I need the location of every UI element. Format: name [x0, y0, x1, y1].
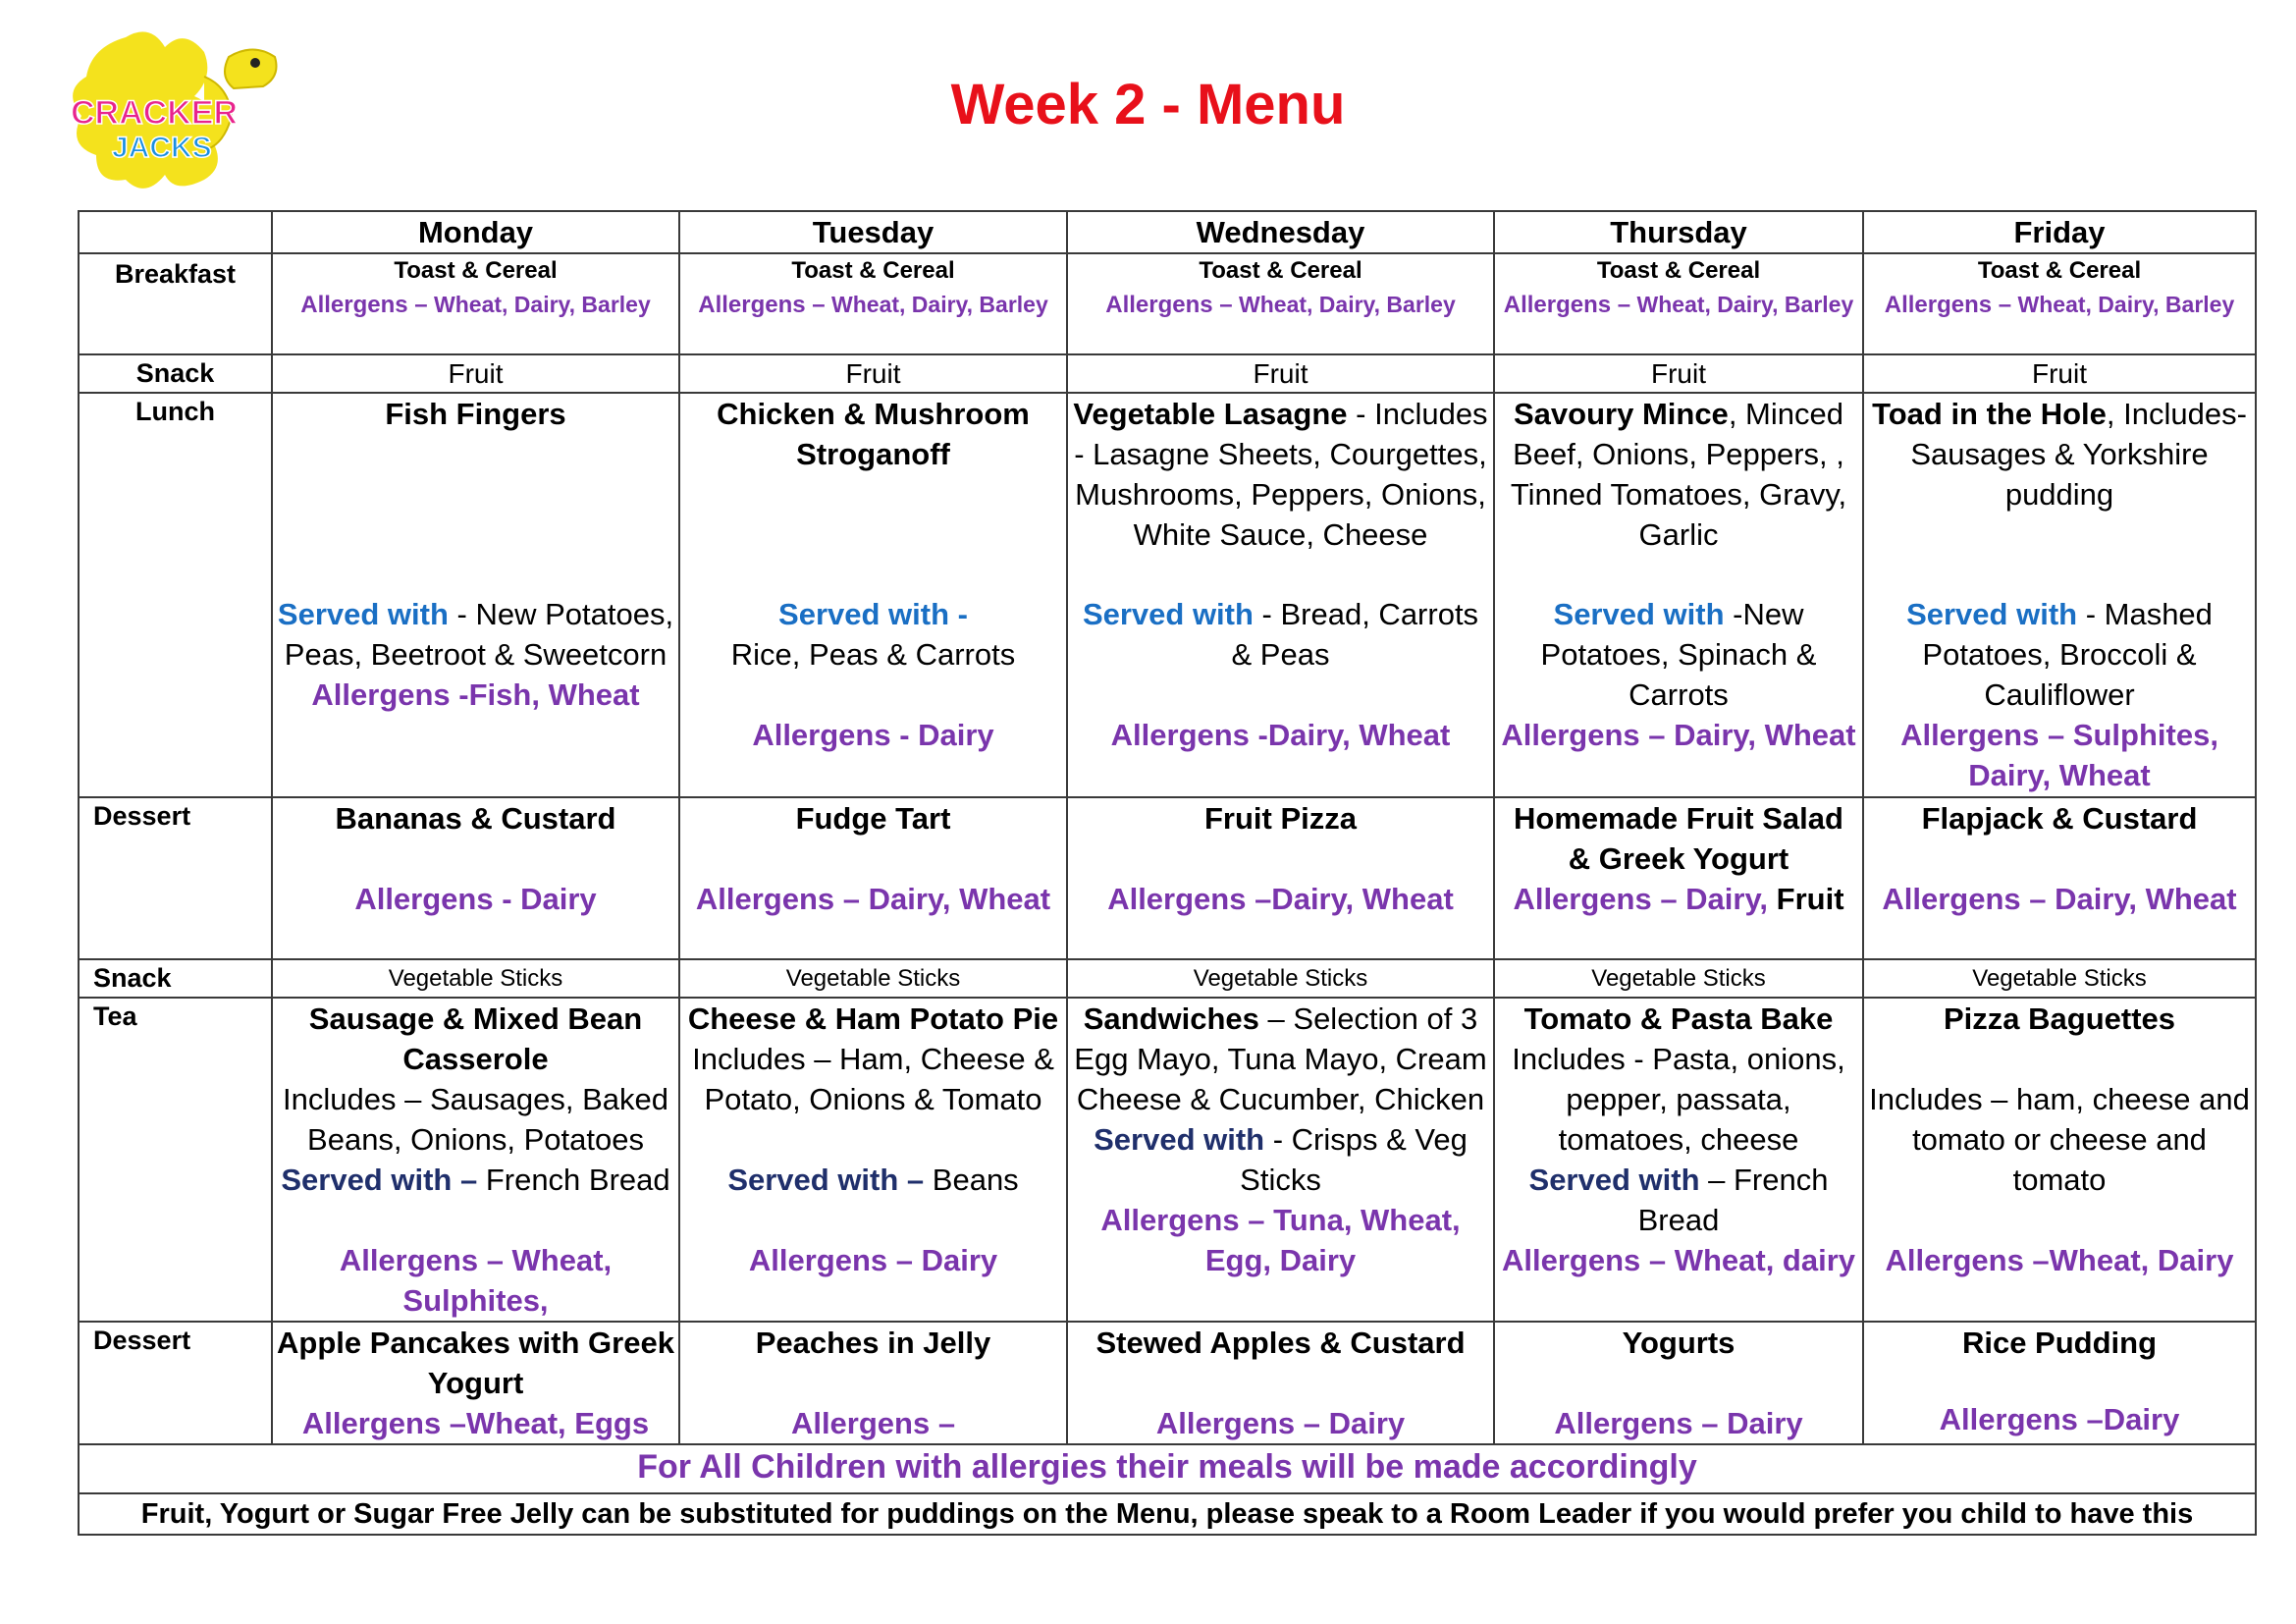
snack-row: [79, 354, 2256, 393]
allergen-list: Wheat, Dairy, Barley: [1232, 292, 1456, 317]
served-with-label: Served with: [1553, 597, 1725, 631]
allergen-list: Allergens – Dairy, Wheat: [695, 882, 1051, 916]
tea-cell: [1067, 998, 1494, 1322]
allergen-label: Allergens –: [1884, 292, 2012, 318]
substitute-note: Fruit, Yogurt or Sugar Free Jelly can be substituted for puddings on the Menu, please speak to a Room Leader if you would prefer you child to have this: [79, 1493, 2256, 1535]
snack-cell: Fruit: [1863, 354, 2256, 393]
allergen-list: Allergens -Dairy, Wheat: [1110, 718, 1451, 752]
tea-cell: [679, 998, 1067, 1322]
lunch-row: [79, 393, 2256, 797]
allergen-list: Allergens - Dairy: [752, 718, 994, 752]
served-with-text: -New Potatoes, Spinach & Carrots: [1540, 597, 1817, 712]
substitute-note-row: [79, 1493, 2256, 1535]
dish-description: Includes - Pasta, onions, pepper, passata, tomatoes, cheese: [1512, 1042, 1845, 1157]
dessert-row: [79, 1322, 2256, 1444]
served-with-label: Served with –: [727, 1163, 925, 1197]
allergen-list: Allergens – Wheat, Sulphites,: [339, 1243, 613, 1318]
dish-name: Savoury Mince: [1514, 397, 1729, 431]
snack-cell: Vegetable Sticks: [1494, 959, 1863, 998]
day-header-monday: Monday: [272, 211, 679, 253]
dessert-cell: [1863, 797, 2256, 959]
row-label-lunch: Lunch: [79, 393, 272, 797]
allergen-label: Allergens –: [300, 292, 428, 318]
allergen-list: Allergens –: [790, 1406, 956, 1440]
served-with-label: Served with: [277, 597, 449, 631]
allergen-list: Allergens –Dairy: [1939, 1402, 2180, 1436]
allergen-list: Allergens – Sulphites, Dairy, Wheat: [1900, 718, 2218, 792]
dessert-cell: [1863, 1322, 2256, 1444]
dish-name: Toast & Cereal: [1977, 257, 2142, 284]
dish-name: Pizza Baguettes: [1943, 1001, 2175, 1036]
dessert-cell: [272, 797, 679, 959]
allergen-list: Allergens –Dairy, Wheat: [1107, 882, 1454, 916]
served-with-label: Served with –: [281, 1163, 478, 1197]
dish-name: Fudge Tart: [795, 801, 951, 836]
allergen-list: Wheat, Dairy, Barley: [2011, 292, 2235, 317]
snack-cell: Vegetable Sticks: [1863, 959, 2256, 998]
svg-text:CRACKER: CRACKER: [71, 94, 238, 132]
menu-table: [78, 210, 2257, 1536]
allergen-list: Allergens – Dairy: [1554, 1406, 1803, 1440]
dish-name: Toast & Cereal: [791, 257, 955, 284]
dish-name: Sandwiches: [1083, 1001, 1259, 1036]
allergen-extra: Fruit: [1768, 882, 1844, 916]
dish-name: Homemade Fruit Salad & Greek Yogurt: [1514, 801, 1843, 876]
dish-description: - Includes - Lasagne Sheets, Courgettes, Mushrooms, Peppers, Onions, White Sauce, Cheese: [1074, 397, 1488, 552]
dessert-cell: [679, 797, 1067, 959]
allergy-note: For All Children with allergies their meals will be made accordingly: [79, 1444, 2256, 1493]
svg-text:JACKS: JACKS: [112, 132, 212, 164]
served-with-label: Served with -: [778, 597, 968, 631]
allergen-label: Allergens –: [1503, 292, 1631, 318]
dish-name: Yogurts: [1622, 1326, 1735, 1360]
dish-name: Apple Pancakes with Greek Yogurt: [277, 1326, 674, 1400]
tea-cell: [1494, 998, 1863, 1322]
row-label-tea: Tea: [79, 998, 272, 1322]
dish-name: Rice Pudding: [1961, 1326, 2158, 1360]
served-with-text: Beans: [924, 1163, 1019, 1197]
dessert-cell: [1494, 797, 1863, 959]
dessert-cell: [1067, 797, 1494, 959]
allergen-list: Wheat, Dairy, Barley: [427, 292, 651, 317]
lunch-cell: [679, 393, 1067, 797]
served-with-text: – French Bread: [1637, 1163, 1829, 1237]
allergen-list: Allergens – Tuna, Wheat, Egg, Dairy: [1100, 1203, 1461, 1277]
row-label-breakfast: Breakfast: [79, 253, 272, 354]
served-with-text: French Bread: [477, 1163, 670, 1197]
snack-row: [79, 959, 2256, 998]
breakfast-cell: [679, 253, 1067, 354]
corner-cell: [79, 211, 272, 253]
page-title: Week 2 - Menu: [950, 73, 1346, 136]
served-with-label: Served with: [1094, 1122, 1265, 1157]
day-header-thursday: Thursday: [1494, 211, 1863, 253]
snack-cell: Fruit: [1494, 354, 1863, 393]
snack-cell: Fruit: [272, 354, 679, 393]
allergen-label: Allergens –: [698, 292, 826, 318]
allergen-list: Allergens –Wheat, Dairy: [1885, 1243, 2234, 1277]
dish-name: Bananas & Custard: [335, 801, 616, 836]
snack-cell: Vegetable Sticks: [272, 959, 679, 998]
snack-cell: Vegetable Sticks: [679, 959, 1067, 998]
breakfast-cell: [1863, 253, 2256, 354]
tea-cell: [272, 998, 679, 1322]
dish-name: Toad in the Hole: [1872, 397, 2107, 431]
day-header-tuesday: Tuesday: [679, 211, 1067, 253]
allergen-list: Allergens –Wheat, Eggs: [301, 1406, 650, 1440]
served-with-text: - Crisps & Veg Sticks: [1240, 1122, 1468, 1197]
dessert-row: [79, 797, 2256, 959]
dessert-cell: [1494, 1322, 1863, 1444]
breakfast-cell: [1067, 253, 1494, 354]
allergen-list: Allergens – Dairy, Wheat: [1882, 882, 2237, 916]
dish-description: Includes – Sausages, Baked Beans, Onions, Potatoes: [283, 1082, 668, 1157]
snack-cell: Fruit: [679, 354, 1067, 393]
lunch-cell: [272, 393, 679, 797]
allergen-list: Allergens – Dairy: [748, 1243, 998, 1277]
served-with-text: - Mashed Potatoes, Broccoli & Cauliflower: [1922, 597, 2213, 712]
served-with-text: - New Potatoes, Peas, Beetroot & Sweetcorn: [284, 597, 674, 672]
day-header-friday: Friday: [1863, 211, 2256, 253]
dish-name: Vegetable Lasagne: [1073, 397, 1348, 431]
dish-name: Toast & Cereal: [394, 257, 558, 284]
dish-description: Includes – ham, cheese and tomato or cheese and tomato: [1869, 1082, 2250, 1197]
allergen-list: Allergens – Dairy,: [1513, 882, 1769, 916]
served-with-text: - Bread, Carrots & Peas: [1231, 597, 1479, 672]
dish-description: – Selection of 3 Egg Mayo, Tuna Mayo, Cream Cheese & Cucumber, Chicken: [1074, 1001, 1487, 1116]
breakfast-cell: [272, 253, 679, 354]
dish-name: Fruit Pizza: [1203, 801, 1357, 836]
snack-cell: Fruit: [1067, 354, 1494, 393]
snack-cell: Vegetable Sticks: [1067, 959, 1494, 998]
dessert-cell: [1067, 1322, 1494, 1444]
dish-name: Toast & Cereal: [1199, 257, 1362, 284]
lunch-cell: [1494, 393, 1863, 797]
dish-name: Cheese & Ham Potato Pie: [687, 1001, 1059, 1036]
day-header-wednesday: Wednesday: [1067, 211, 1494, 253]
dish-name: Stewed Apples & Custard: [1095, 1326, 1466, 1360]
allergen-label: Allergens –: [1105, 292, 1233, 318]
tea-row: [79, 998, 2256, 1322]
dish-description: , Minced Beef, Onions, Peppers, , Tinned Tomatoes, Gravy, Garlic: [1510, 397, 1847, 552]
dish-name: Sausage & Mixed Bean Casserole: [308, 1001, 643, 1076]
allergen-list: Allergens – Dairy, Wheat: [1501, 718, 1856, 752]
served-with-text: Rice, Peas & Carrots: [730, 637, 1016, 672]
dish-name: Chicken & Mushroom Stroganoff: [717, 397, 1030, 471]
lunch-cell: [1067, 393, 1494, 797]
breakfast-row: [79, 253, 2256, 354]
allergen-list: Allergens – Wheat, dairy: [1501, 1243, 1856, 1277]
served-with-label: Served with: [1906, 597, 2078, 631]
row-label-dessert: Dessert: [79, 1322, 272, 1444]
dish-name: Tomato & Pasta Bake: [1523, 1001, 1834, 1036]
allergen-list: Allergens - Dairy: [354, 882, 597, 916]
breakfast-cell: [1494, 253, 1863, 354]
dessert-cell: [679, 1322, 1067, 1444]
row-label-snack: Snack: [79, 354, 272, 393]
allergy-note-row: [79, 1444, 2256, 1493]
allergen-list: Wheat, Dairy, Barley: [1630, 292, 1854, 317]
allergen-list: Allergens -Fish, Wheat: [311, 677, 640, 712]
day-header-row: [79, 211, 2256, 253]
dish-description: , Includes- Sausages & Yorkshire pudding: [1910, 397, 2247, 512]
dish-name: Toast & Cereal: [1596, 257, 1761, 284]
row-label-snack: Snack: [79, 959, 272, 998]
row-label-dessert: Dessert: [79, 797, 272, 959]
served-with-label: Served with: [1528, 1163, 1700, 1197]
dish-name: Flapjack & Custard: [1921, 801, 2198, 836]
dessert-cell: [272, 1322, 679, 1444]
dish-name: Peaches in Jelly: [755, 1326, 991, 1360]
dish-description: Includes – Ham, Cheese & Potato, Onions & Tomato: [692, 1042, 1054, 1116]
allergen-list: Wheat, Dairy, Barley: [825, 292, 1048, 317]
tea-cell: [1863, 998, 2256, 1322]
dish-name: Fish Fingers: [385, 397, 566, 431]
allergen-list: Allergens – Dairy: [1155, 1406, 1406, 1440]
served-with-label: Served with: [1082, 597, 1254, 631]
lunch-cell: [1863, 393, 2256, 797]
